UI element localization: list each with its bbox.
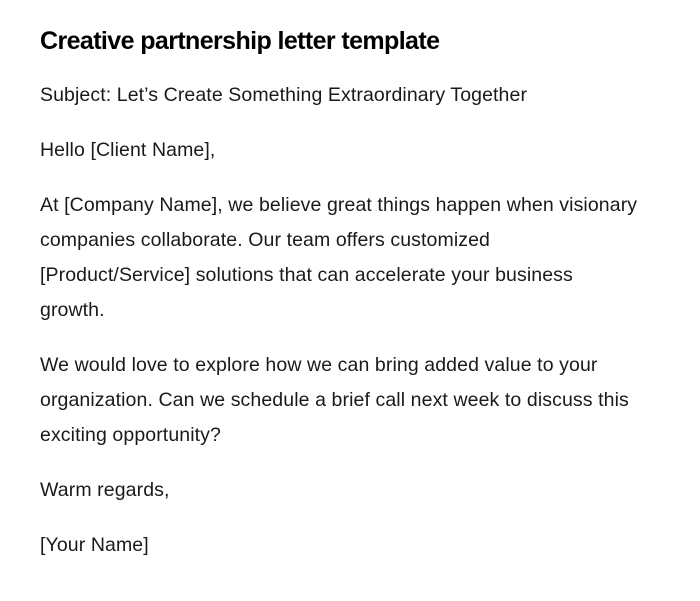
letter-body-paragraph-2: We would love to explore how we can bring added value to your organization. Can we schedule a brief call next week to discuss this exciting opportunity? <box>40 354 629 446</box>
letter-greeting: Hello [Client Name], <box>40 139 216 161</box>
letter-subject: Subject: Let’s Create Something Extraordinary Together <box>40 84 528 106</box>
page-title: Creative partnership letter template <box>40 27 440 55</box>
letter-signature: [Your Name] <box>40 534 149 556</box>
letter-closing: Warm regards, <box>40 479 170 501</box>
letter-body-paragraph-1: At [Company Name], we believe great things happen when visionary companies collaborate. Our team offers customized [Product/Service] solutions that can accelerate your business growth. <box>40 194 638 321</box>
letter-document <box>40 24 640 583</box>
